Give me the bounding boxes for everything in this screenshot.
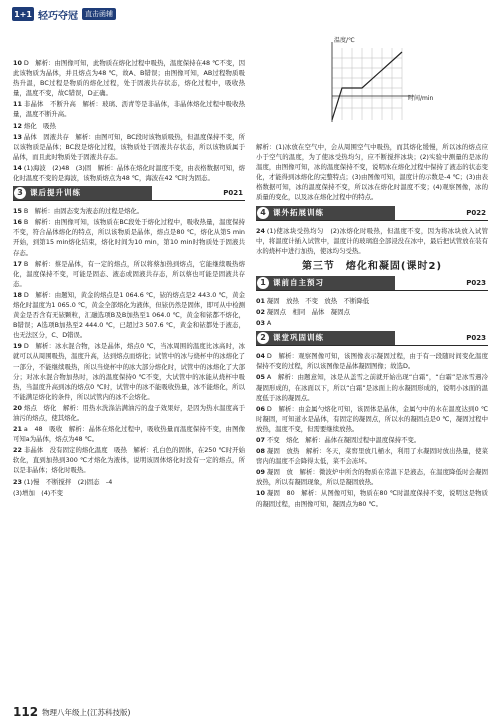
banner-code: P023 xyxy=(466,334,486,343)
book-title: 物理八年级上(江苏科技版) xyxy=(42,707,131,717)
answer-item xyxy=(256,372,488,402)
answer-item xyxy=(256,467,488,487)
answer-item xyxy=(13,121,245,131)
section-title: 第三节 熔化和凝固(课时2) xyxy=(301,260,443,272)
answer-text: (1)慢 不断搅拌 (2)固态 -4 xyxy=(23,477,113,486)
banner-extension xyxy=(256,206,488,221)
answer-item xyxy=(13,217,245,257)
answer-text: A xyxy=(266,319,272,328)
answer-item xyxy=(256,488,488,508)
banner-title: 课前自主预习 xyxy=(273,277,324,287)
answer-item xyxy=(13,206,245,216)
answer-item xyxy=(256,351,488,371)
answer-item xyxy=(256,226,488,256)
answer-item xyxy=(13,163,245,183)
answer-number: 06 xyxy=(256,404,265,413)
right-items-c xyxy=(256,296,488,328)
right-column xyxy=(256,142,488,510)
answer-number: 22 xyxy=(13,446,22,455)
answer-text: 非晶体 没有固定的熔化温度 吸热 解析：孔白色的固体，在250 ℃时开始软化，直到加热到300 ℃才熔化为液体，说明该固体熔化时没有一定的熔点，所以是非晶体；熔化时吸热。 xyxy=(13,446,245,475)
answer-item xyxy=(13,99,245,119)
answer-number: 10 xyxy=(13,59,22,67)
answer-number: 04 xyxy=(256,352,265,361)
answer-number: 13 xyxy=(13,132,22,141)
answer-number: 02 xyxy=(256,308,265,317)
banner-code: P023 xyxy=(466,278,486,287)
answer-item xyxy=(13,477,245,487)
answer-number: 24 xyxy=(256,226,265,235)
answer-item xyxy=(256,318,488,328)
right-items-b xyxy=(256,226,488,256)
banner-title: 课外拓展训练 xyxy=(273,207,324,217)
right-items-a xyxy=(256,142,488,203)
answer-text: D 解析：由金属勺熔化可知，该固体是晶体，金属勺中的水在温度达到0 ℃时凝固，可知道水是晶体，有固定的凝固点，所以水的凝固点是0 ℃，凝固过程中放热，温度不变，但需要继续放热。 xyxy=(256,404,488,433)
answer-number: 18 xyxy=(13,290,22,299)
answer-text: 凝固 80 解析：从图像可知，物质在80 ℃时温度保持不变，说明这是物质的凝固过程，由图像可知，凝固点为80 ℃。 xyxy=(256,489,488,508)
banner-number: 3 xyxy=(14,187,26,199)
answer-text: 非晶体 不断升高 解析：玻璃、沥青等是非晶体，非晶体熔化过程中吸收热量，温度不断升高。 xyxy=(13,100,245,119)
right-items-d xyxy=(256,351,488,508)
answer-text: 熔点 熔化 解析：用热水洗涤沾满油污的盘子效果好，是因为热水温度高于油污的熔点，使其熔化。 xyxy=(13,403,245,422)
answer-text: (1)使冰块受热均匀 (2)冰熔化时吸热，但温度不变，因为将冰块放入试管中，将温度计插入试管中，温度计的玻璃泡全部浸没在冰中，最后把试管放在装有水的烧杯中进行加热，使冰均匀受热。 xyxy=(256,226,488,255)
answer-text: B 解析：蔡是晶体，有一定的熔点，所以将蔡加热到熔点，它能继续吸热熔化，温度保持不变，可能是固态、液态或固液共存态，所以蔡也可能是固液共存态。 xyxy=(13,259,245,288)
answer-number: 14 xyxy=(13,163,22,172)
brand-logo: 1+1 xyxy=(12,7,34,21)
answer-item xyxy=(13,290,245,340)
answer-text: a 48 吸收 解析：晶体在熔化过程中，吸收热量而温度保持不变，由图像可知a为晶体，熔点为48 ℃。 xyxy=(13,425,245,444)
answer-item xyxy=(13,341,245,402)
banner-code: P021 xyxy=(223,189,243,198)
banner-preview xyxy=(256,276,488,291)
answer-item xyxy=(256,435,488,445)
answer-number: 05 xyxy=(256,373,265,382)
answer-text: 不变 熔化 解析：晶体在凝固过程中温度保持不变。 xyxy=(266,435,421,444)
answer-item xyxy=(13,132,245,162)
left-items-a xyxy=(13,58,245,183)
answer-item xyxy=(13,403,245,423)
x-label: 时间/min xyxy=(408,95,434,102)
answer-text: D 解析：由图像可知，此物质在熔化过程中吸热，温度保持在48 ℃不变，因此该物质为晶体，并且熔点为48 ℃，故A、B错误；由图像可知，AB过程物质吸热升温，BC过程是物质的熔化过程，处于固液共存状态，熔化过程中，吸收热量，温度不变，故C错误，D正确。 xyxy=(13,59,245,98)
answer-number: 08 xyxy=(256,447,265,456)
answer-number: 21 xyxy=(13,425,22,434)
answer-item xyxy=(256,404,488,434)
answer-text: 晶体 固液共存 解析：由图可知，BC段时该物质吸热，但温度保持不变，所以该物质是晶体；BC段是熔化过程，该物质处于固液共存状态，所以该物质属于晶体，而且此时物质处于固液共存态。 xyxy=(13,132,245,161)
answer-number: 09 xyxy=(256,468,265,477)
answer-number: 15 xyxy=(13,207,22,216)
banner-title: 课后提升训练 xyxy=(30,188,81,198)
answer-number: 20 xyxy=(13,403,22,412)
brand-name: 轻巧夺冠 xyxy=(38,10,78,22)
answer-number: 07 xyxy=(256,435,265,444)
answer-item xyxy=(13,488,245,498)
answer-text: 凝固点 相同 晶体 凝固点 xyxy=(266,308,350,317)
answer-number: 16 xyxy=(13,218,22,227)
answer-text: D 解析：冰水混合物，冰是晶体，熔点0 ℃，当冰周围的温度比冰高时，冰就可以从周围吸热，温度升高，达到熔点而熔化；试管中的冰与烧杯中的冰熔化了一部分，不能继续吸热，所以当烧杯中的冰大部分熔化时，试管中的冰熔化了大部分；对冰水混合物加热时，冰的温度保持0 ℃不变，大试管中的冰能从烧杯中吸热，当温度升高到冰的熔点0 ℃时，试管中的冰不能吸收热量，冰不能熔化，所以不能满足熔化的条件，所以试管内的冰不会熔化。 xyxy=(13,342,245,401)
page-header xyxy=(12,6,116,22)
answer-number: 23 xyxy=(13,477,22,486)
answer-number: 17 xyxy=(13,259,22,268)
answer-text: (1)海波 (2)48 (3)固 解析：晶体在熔化时温度不变，由表格数据可知，熔化时温度不变的是海波，该物质熔点为48 ℃，海波在42 ℃时为固态。 xyxy=(13,163,245,183)
answer-item xyxy=(13,445,245,475)
banner-practice xyxy=(256,331,488,346)
banner-code: P022 xyxy=(466,208,486,217)
answer-text: 熔化 吸热 xyxy=(23,121,56,130)
answer-item xyxy=(256,307,488,317)
page-footer xyxy=(13,705,130,719)
answer-item xyxy=(13,58,245,98)
left-items-b xyxy=(13,206,245,498)
answer-number: 11 xyxy=(13,100,22,109)
answer-item xyxy=(256,296,488,306)
banner-review xyxy=(13,186,245,201)
answer-item xyxy=(13,424,245,444)
answer-text: (3)增加 (4)不变 xyxy=(13,488,64,497)
banner-number: 2 xyxy=(257,332,269,344)
y-label: 温度/℃ xyxy=(334,37,355,44)
answer-number: 03 xyxy=(256,319,265,328)
answer-text: 凝固 放热 解析：冬天，菜窖里放几桶水，利用了水凝固时放出热量，使菜窖内的温度不会降得太低，菜不会冻坏。 xyxy=(256,447,488,466)
answer-text: 凝固 放 解析：微波炉中所含的物质在常温下是液态，在温度降低时会凝固放热，所以有凝固现象，所以是凝固放热。 xyxy=(256,468,488,487)
brand-tag: 直击函辅 xyxy=(82,8,116,20)
answer-text: D 解析：由题知，黄金的熔点是1 064.6 ℃，铱的熔点是2 443.0 ℃，黄金熔化时温度为1 065.0 ℃，黄金全部熔化为液体，但铱仍然是固体，即可从中检测黄金是否含有无铱颗粒，汇融选项B及B加热至1 064.0 ℃，黄金和铱都不熔化，B错误；A选项B加热至2 444.0 ℃，已超过3 507.6 ℃，黄金和铱都处于液态，也无法区分，C、D错误。 xyxy=(13,290,245,340)
answer-number: 10 xyxy=(256,489,265,498)
banner-number: 1 xyxy=(257,277,269,289)
answer-item xyxy=(256,142,488,203)
answer-text: A 解析：由题意知，冰是从盖雪之前就开始出现“白霜”，“白霜”是冰雪遇冷凝固形成的，在冰面以下，所以“白霜”是冰面上的水凝固形成的，说明小冰面的温度低于冰的凝固点。 xyxy=(256,373,488,402)
answer-text: 解析：(1)冰放在空气中，会从周围空气中吸热，而其熔化缓慢，所以冰的熔点应小于空气的温度，为了使冰受热均匀，应不断搅拌冰块；(2)实验中测量的是冰的温度，由图像可知，冰的温度保持不变，说明冰在熔化过程中保持了液态的状态变化，才能得到冰熔化的完整特点；(3)由图像可知，温度计的示数是-4 ℃；(3)由表格数据可知，冰的温度保持不变，所以冰在熔化时温度不变；(4)观察图像，冰的质量的变化，以及冰在熔化过程中的特点。 xyxy=(256,143,488,202)
answer-text: D 解析：观察图像可知，该图像表示凝固过程，由于有一段随时间变化温度保持不变的过程，所以该图像是晶体凝固图像；故选D。 xyxy=(256,352,488,371)
answer-number: 01 xyxy=(256,296,265,305)
page-number: 112 xyxy=(13,705,39,719)
answer-text: 凝固 放热 不变 放热 不断降低 xyxy=(266,296,370,305)
answer-text: B 解析：由图像可知，该物质在BC段处于熔化过程中，吸收热量，温度保持不变，符合晶体熔化的特点，所以该物质是晶体，熔点是80 ℃，熔化从第5 min开始，到第15 min熔化结束，熔化时间为10 min，第10 min时物质处于固液共存态。 xyxy=(13,218,245,257)
left-column xyxy=(13,58,245,499)
temperature-chart xyxy=(318,34,438,130)
answer-item xyxy=(256,446,488,466)
answer-item xyxy=(13,259,245,289)
answer-text: B 解析：由固态变为液态的过程是熔化。 xyxy=(23,207,144,216)
banner-number: 4 xyxy=(257,207,269,219)
answer-number: 19 xyxy=(13,342,22,351)
answer-number: 12 xyxy=(13,121,22,130)
curve-line xyxy=(332,52,402,120)
banner-title: 课堂巩固训练 xyxy=(273,333,324,343)
